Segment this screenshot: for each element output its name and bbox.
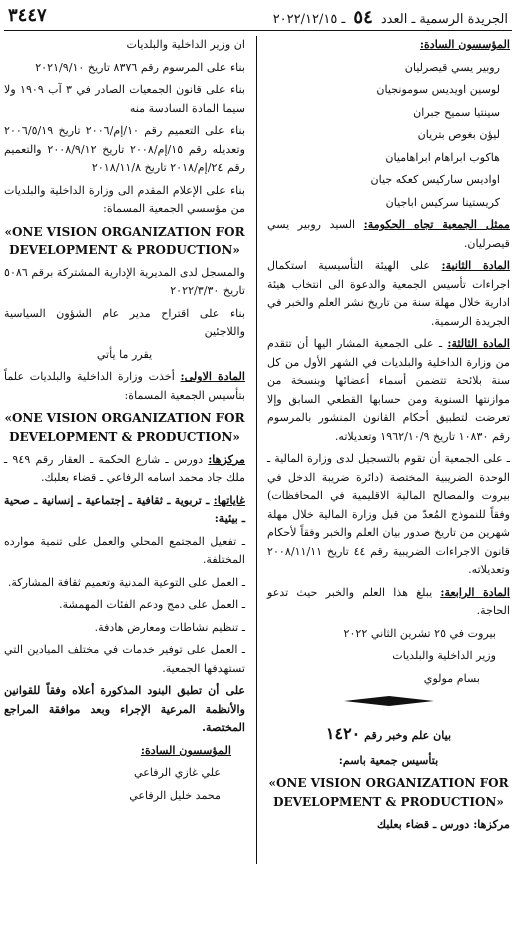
headquarters: [4, 451, 245, 488]
notice-title-prefix: بيان علم وخبر رقم: [364, 729, 452, 743]
condition: على أن تطبق البنود المذكورة أعلاه وفقاً للقوانين والأنظمة المرعية الإجراء وبعد موافقة المراجع المختصة.: [4, 684, 245, 735]
goals-text: ـ تربوية ـ ثقافية ـ إجتماعية ـ إنسانية ـ صحية ـ بيئية:: [4, 493, 245, 526]
goal-item: ـ تفعيل المجتمع المحلي والعمل على تنمية موارده المختلفة.: [4, 534, 245, 567]
art2-text: على الهيئة التأسيسية استكمال اجراءات تأسيس الجمعية والدعوة الى انتخاب هيئة ادارية خلال مهلة سنة من تاريخ نشر العلم والخبر في الجريدة الرسمية.: [267, 259, 510, 328]
section-separator: [267, 695, 510, 714]
right-column: [267, 36, 510, 838]
art4-text: يبلغ هذا العلم والخبر حيث تدعو الحاجة.: [267, 585, 510, 618]
organization-name: «ONE VISION ORGANIZATION FOR DEVELOPMENT & PRODUCTION»: [268, 776, 509, 810]
founder-name: سينتيا سميح جبران: [413, 105, 500, 119]
notice-title: [267, 721, 510, 748]
decides: يقرر ما يأتي: [96, 347, 153, 361]
goal-item: ـ العمل على توفير خدمات في مختلف الميادين التي تستهدفها الجمعية.: [4, 643, 245, 675]
founder-name: محمد خليل الرفاعي: [129, 788, 221, 802]
place-date: بيروت في ٢٥ تشرين الثاني ٢٠٢٢: [343, 626, 496, 640]
art1-label: المادة الاولى:: [180, 370, 246, 384]
art3-text: ـ على الجمعية المشار اليها أن تتقدم من وزارة الداخلية والبلديات في الشهر الأول من كل سنة بلائحة تتضمن أسماء أعضائها وبنسخة من موازنتها السنوية ومن حسابها القطعي السابق وإلا تعرضت لتطبيق أحكام القانون المنشور بالمرسوم رقم ١٠٨٣٠ تاريخ ١٩٦٢/١٠/٩ وتعديلاته.: [267, 337, 510, 443]
art3-label: المادة الثالثة:: [447, 337, 510, 351]
government-representative: [267, 216, 510, 253]
organization-hq: مركزها: دورس ـ قضاء بعلبك: [376, 817, 510, 831]
rep-label: ممثل الجمعية تجاه الحكومة:: [363, 218, 510, 232]
registration-info: والمسجل لدى المديرية الإدارية المشتركة برقم ٥٠٨٦ تاريخ ٢٠٢٢/٣/٣٠: [4, 265, 245, 298]
based-on-decree: بناء على المرسوم رقم ٨٣٧٦ تاريخ ٢٠٢١/٩/١٠: [35, 60, 245, 74]
goal-item: ـ العمل على دمج ودعم الفئات المهمشة.: [59, 598, 245, 612]
page-header: [4, 4, 512, 31]
based-on-proposal: بناء على اقتراح مدير عام الشؤون السياسية واللاجئين: [4, 306, 245, 339]
issue-number: ٥٤: [353, 7, 373, 28]
goals-label: غاياتها:: [213, 493, 245, 507]
left-column: [4, 36, 245, 809]
gazette-title: [273, 7, 508, 28]
goal-item: ـ العمل على التوعية المدنية وتعميم ثقافة المشاركة.: [7, 575, 245, 589]
founder-name: هاكوب ابراهام ابراهاميان: [385, 150, 500, 164]
organization-name: «ONE VISION ORGANIZATION FOR DEVELOPMENT & PRODUCTION»: [4, 411, 245, 445]
founder-name: لوسين اويديس سومونجيان: [376, 83, 500, 97]
founder-name: علي غازي الرفاعي: [134, 766, 221, 780]
article-1: [4, 368, 245, 405]
issue-date: ـ ٢٠٢٢/١٢/١٥: [272, 12, 346, 27]
based-on-circulars: بناء على التعميم رقم ١٠/إم/٢٠٠٦ تاريخ ٢٠٠٦/٥/١٩ وتعديله رقم ١٥/إم/٢٠٠٨ تاريخ ٢٠٠٨/٩/١٢ والتعميم رقم ٢٤/إم/٢٠١٨ تاريخ ٢٠١٨/١١/٨: [4, 124, 245, 175]
goals: [4, 492, 245, 529]
gazette-name: الجريدة الرسمية ـ العدد: [380, 12, 508, 27]
art2-label: المادة الثانية:: [441, 259, 510, 273]
notice-subtitle: بتأسيس جمعية باسم:: [338, 753, 439, 767]
art4-label: المادة الرابعة:: [440, 585, 510, 599]
notice-number: ١٤٢٠: [325, 724, 361, 744]
article-2: [267, 257, 510, 331]
article-4: [267, 584, 510, 621]
article-3: [267, 335, 510, 446]
minister-name: بسام مولوي: [423, 671, 480, 685]
art1-text: أخذت وزارة الداخلية والبلديات علماً بتأسيس الجمعية المسماة:: [4, 370, 245, 402]
founder-name: ليؤن بغوص بتريان: [417, 128, 500, 142]
goal-item: ـ تنظيم نشاطات ومعارض هادفة.: [94, 620, 245, 634]
based-on-law: بناء على قانون الجمعيات الصادر في ٣ آب ١٩٠٩ ولا سيما المادة السادسة منه: [4, 83, 245, 115]
article-3-tax: ـ على الجمعية أن تقوم بالتسجيل لدى وزارة المالية ـ الوحدة الضريبية المختصة (دائرة ضريبة الدخل في بيروت والمصالح المالية الاقليمية في المحافظات) وفقاً للنموذج المُعدّ من قبل وزارة المالية خلال مهلة شهرين من تاريخ صدور بيان العلم والخبر وفقاً لأحكام قانون الاجراءات الضريبية رقم ٤٤ تاريخ ٢٠٠٨/١١/١١ وتعديلاته.: [267, 452, 510, 577]
based-on-notice: بناء على الإعلام المقدم الى وزارة الداخلية والبلديات من مؤسسي الجمعية المسماة:: [4, 183, 245, 216]
column-divider: [256, 36, 257, 864]
decree-intro: ان وزير الداخلية والبلديات: [126, 38, 245, 51]
rep-text: السيد روبير يسي قيصرليان.: [267, 218, 510, 250]
organization-name: «ONE VISION ORGANIZATION FOR DEVELOPMENT & PRODUCTION»: [4, 224, 245, 258]
hq-label: مركزها:: [208, 452, 245, 466]
founders-title: المؤسسون السادة:: [140, 743, 231, 757]
founder-name: كريستينا سركيس اباجيان: [385, 195, 500, 209]
founders-title: المؤسسون السادة:: [419, 38, 510, 51]
minister-title: وزير الداخلية والبلديات: [392, 649, 496, 663]
founder-name: اواديس ساركيس كعكه جيان: [370, 173, 500, 187]
page-number: ٣٤٤٧: [8, 5, 47, 26]
hq-text: دورس ـ شارع الحكمة ـ العقار رقم ٩٤٩ ـ ملك جاد محمد اسامه الرفاعي ـ قضاء بعلبك.: [4, 452, 245, 485]
founder-name: روبير يسي قيصرليان: [404, 60, 500, 74]
